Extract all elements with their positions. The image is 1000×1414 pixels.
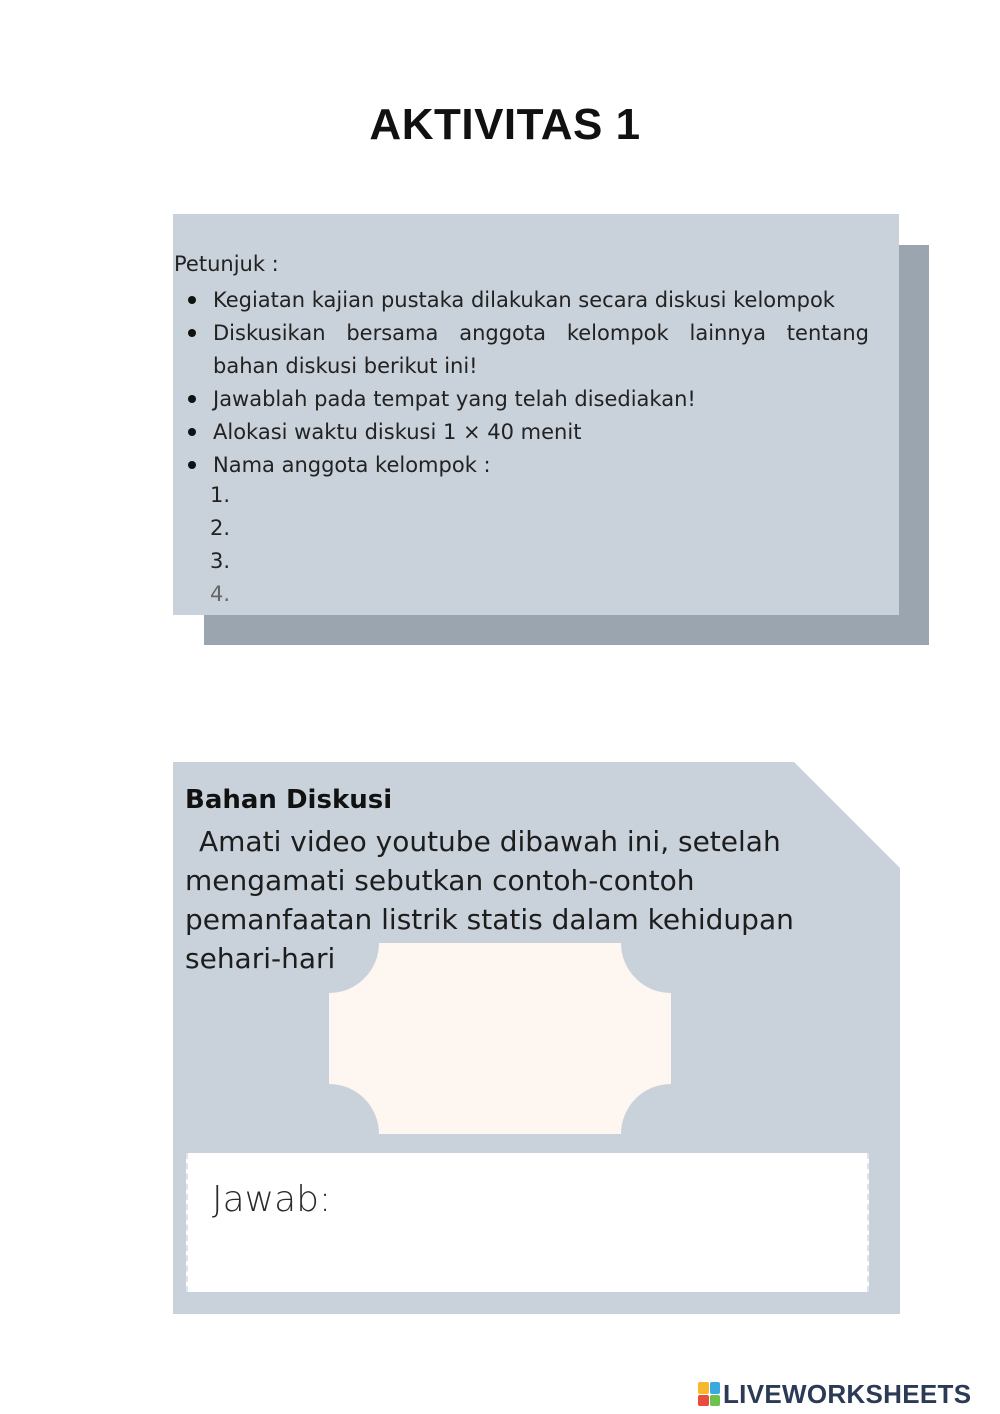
instruction-item: Nama anggota kelompok : bbox=[213, 449, 869, 482]
instruction-item: Alokasi waktu diskusi 1 × 40 menit bbox=[213, 416, 869, 449]
discussion-title: Bahan Diskusi bbox=[185, 785, 393, 815]
page-title: AKTIVITAS 1 bbox=[369, 100, 641, 149]
member-item: 3. bbox=[210, 549, 231, 573]
brand-text: LIVEWORKSHEETS bbox=[723, 1378, 972, 1409]
answer-box[interactable] bbox=[186, 1153, 869, 1292]
answer-label: Jawab: bbox=[212, 1179, 332, 1220]
member-item: 1. bbox=[210, 483, 231, 507]
brand-logo bbox=[698, 1380, 971, 1408]
instruction-item: Kegiatan kajian pustaka dilakukan secara diskusi kelompok bbox=[213, 284, 869, 317]
instructions-label: Petunjuk : bbox=[174, 252, 279, 276]
discussion-text: Amati video youtube dibawah ini, setelah mengamati sebutkan contoh-contoh pemanfaatan listrik statis dalam kehidupan sehari-hari bbox=[185, 825, 794, 975]
instruction-item: Jawablah pada tempat yang telah disediakan! bbox=[213, 383, 869, 416]
member-list bbox=[210, 479, 230, 611]
member-item: 4. bbox=[210, 582, 231, 606]
instruction-item: Diskusikan bersama anggota kelompok lainnya tentang bahan diskusi berikut ini! bbox=[213, 317, 869, 383]
instructions-list bbox=[213, 284, 869, 482]
video-placeholder[interactable] bbox=[329, 943, 671, 1134]
liveworksheets-logo-icon bbox=[698, 1382, 720, 1406]
member-item: 2. bbox=[210, 516, 231, 540]
